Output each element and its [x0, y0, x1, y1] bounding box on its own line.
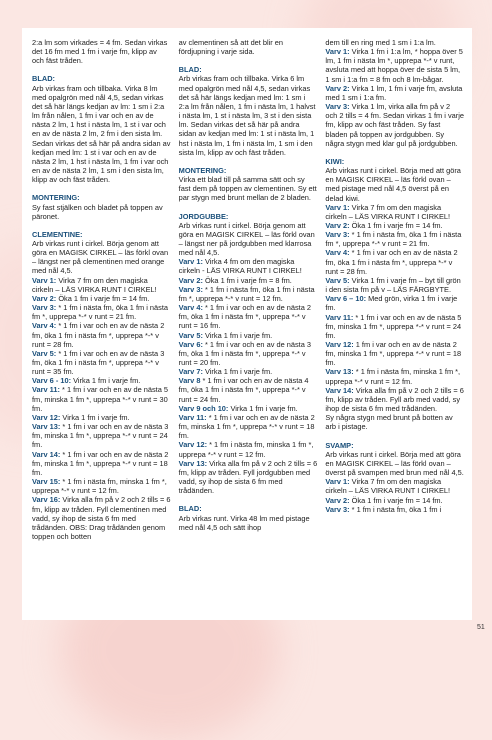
row-text: Virka 1 fm i 1:a lm, * hoppa över 5 lm, 1 fm i nästa lm *, upprepa *-* v runt, avsluta med att hoppa över de sista 5 lm, 1 sm i 1:a fm = 8 fm och 8 lm-bågar.	[325, 47, 463, 84]
row-text: Virka 1 fm i varje fm.	[204, 330, 273, 340]
instruction-row	[179, 331, 318, 340]
instruction-row	[325, 102, 464, 148]
section-heading: BLAD:	[178, 65, 202, 75]
row-label: Varv 2:	[32, 293, 57, 303]
instruction-row	[179, 404, 318, 413]
instruction-row	[32, 276, 171, 294]
row-label: Varv 11:	[178, 412, 207, 422]
instruction-row	[325, 386, 464, 413]
instruction-row	[179, 376, 318, 403]
row-text: * 1 fm i nästa fm, öka 1 fm i nästa fm *, upprepa *-* v runt = 12 fm.	[178, 284, 315, 303]
row-label: Varv 8	[178, 376, 201, 386]
row-label: Varv 2:	[178, 275, 203, 285]
row-label: Varv 1:	[325, 202, 350, 212]
body-paragraph: av clementinen så att det blir en fördjupning i varje sida.	[178, 38, 284, 57]
row-text: * 1 fm i var och en av de nästa 4 fm, öka 1 fm i nästa fm *, upprepa *-* v runt = 24 fm.	[178, 376, 309, 404]
section-heading: BLAD:	[32, 74, 55, 84]
body-paragraph: Arb virkas fram och tillbaka. Virka 8 lm med opalgrön med nål 4,5, sedan virkas det så här längs kedjan av lm: 1 sm i 2:a lm från nålen, 1 fm i var och en av de nästa 2 lm, 1 hst i nästa lm, 1 st i var och en av de nästa 2 lm, 2 fm i den sista lm. Sedan virkas det så här på andra sidan av kedjan med lm: 1 st i var och en av de nästa 2 lm, 1 hst i nästa lm, 1 fm i var och en av de nästa 2 lm, 1 sm i den sista lm, klipp av och fäst tråden.	[32, 83, 171, 185]
row-text: Virka 1 fm i varje fm.	[62, 412, 130, 422]
body-paragraph: Arb virkas fram och tillbaka. Virka 6 lm med opalgrön med nål 4,5, sedan virkas det så här längs kedjan med lm: 1 sm i 2:a lm från nålen, 1 fm i nästa lm, 1 halvst i nästa lm, 1 st i nästa lm, 3 st i den sista lm. Sedan virkas det så här på andra sidan av kedjan med lm: 1 st i nästa lm, 1 hst i nästa lm, 1 fm i nästa lm, 1 sm i den sista lm, klipp av och fäst tråden.	[178, 74, 316, 157]
instruction-row	[179, 459, 318, 496]
row-label: Varv 5:	[178, 330, 203, 340]
row-text: * 1 fm i var och en av de nästa 2 fm, minska 1 fm *, upprepa *-* v runt = 18 fm.	[178, 412, 315, 441]
row-label: Varv 2:	[325, 495, 350, 505]
instruction-row	[179, 303, 318, 330]
instruction-row	[325, 230, 464, 248]
row-label: Varv 1:	[178, 257, 203, 267]
instruction-row	[179, 440, 318, 458]
row-label: Varv 12:	[325, 340, 354, 349]
row-label: Varv 3:	[325, 504, 350, 514]
row-text: Virka 7 fm om den magiska cirkeln – LÄS VIRKA RUNT I CIRKEL!	[325, 477, 451, 496]
row-text: Virka alla fm på v 2 och 2 tills = 6 fm, klipp av tråden. Fyll jordgubben med vadd, sy ihop de sista 6 fm med trådänden.	[178, 458, 318, 496]
instruction-row	[32, 413, 171, 422]
row-label: Varv 13:	[178, 458, 208, 468]
instruction-row	[179, 367, 318, 376]
row-text: 1 fm i var och en av de nästa 2 fm, minska 1 fm *, upprepa *-* v runt = 18 fm.	[325, 340, 462, 368]
row-label: Varv 2:	[325, 83, 350, 93]
row-text: * 1 fm i var och en av de nästa 3 fm, öka 1 fm i nästa fm *, upprepa *-* v runt = 20 fm.	[178, 339, 311, 367]
body-paragraph: Arb virkas runt. Virka 48 lm med pistage med nål 4,5 och sätt ihop	[178, 513, 310, 532]
instruction-row	[32, 477, 171, 495]
row-text: Virka 7 fm om den magiska cirkeln – LÄS VIRKA RUNT I CIRKEL!	[32, 275, 157, 294]
instruction-row	[179, 285, 318, 303]
section-heading: MONTERING:	[178, 165, 227, 175]
row-label: Varv 5:	[325, 275, 350, 285]
row-label: Varv 12:	[32, 412, 61, 422]
body-paragraph: Arb virkas runt i cirkel. Börja med att göra en MAGISK CIRKEL – läs förkl ovan – överst på svampen med brun med nål 4,5.	[325, 449, 464, 478]
body-paragraph: dem till en ring med 1 sm i 1:a lm.	[325, 38, 436, 47]
row-text: * 1 fm i var och en av de nästa 2 fm, öka 1 fm i nästa fm *, upprepa *-* v runt = 16 fm.	[178, 303, 311, 331]
row-text: Virka 1 fm i varje fm – byt till grön i den sista fm på v – LÄS FÄRGBYTE.	[325, 275, 461, 295]
row-text: * 1 fm i var och en av de nästa 2 fm, öka 1 fm i nästa fm *, upprepa *-* v runt = 28 fm.	[32, 321, 165, 349]
row-text: * 1 fm i var och en av de nästa 2 fm, öka 1 fm i nästa fm *, upprepa *-* v runt = 28 fm.	[325, 248, 458, 276]
row-text: Virka 4 fm om den magiska cirkeln - LÄS VIRKA RUNT I CIRKEL!	[178, 257, 302, 276]
row-label: Varv 2:	[325, 220, 350, 230]
row-text: Öka 1 fm i varje fm = 8 fm.	[204, 275, 292, 285]
instruction-row	[179, 276, 318, 285]
instruction-row	[32, 495, 171, 541]
row-label: Varv 1:	[32, 275, 57, 285]
instruction-row	[179, 413, 318, 440]
row-label: Varv 16:	[32, 495, 61, 505]
row-label: Varv 3:	[325, 102, 350, 112]
row-label: Varv 5:	[32, 348, 57, 358]
row-label: Varv 3:	[178, 284, 203, 294]
row-text: Virka alla fm på v 2 och 2 tills = 6 fm, klipp av tråden. Fyll arb med vadd, sy ihop de sista 6 fm med trådänden.	[325, 385, 464, 414]
instruction-row	[325, 221, 464, 230]
row-text: Virka 1 fm i varje fm.	[230, 403, 298, 413]
row-text: Virka 1 lm, virka alla fm på v 2 och 2 tills = 4 fm. Sedan virkas 1 fm i varje fm, klipp av och fäst tråden. Sy fast bladen på toppen av jordgubben. Sy några stygn med klar gul på jordgubben.	[325, 102, 464, 148]
instruction-row	[325, 294, 464, 312]
instruction-row	[325, 84, 464, 102]
row-label: Varv 15:	[32, 477, 61, 487]
body-paragraph: 2:a lm som virkades = 4 fm. Sedan virkas det 16 fm med 1 fm i varje fm, klipp av och fäst tråden.	[32, 38, 168, 66]
row-label: Varv 1:	[325, 47, 350, 57]
body-paragraph: Virka ett blad till på samma sätt och sy fast dem på toppen av clementinen. Sy ett par stygn med brunt mellan de 2 bladen.	[178, 175, 317, 203]
row-text: * 1 fm i nästa fm, minska 1 fm *, upprepa *-* v runt = 12 fm.	[32, 477, 167, 496]
row-label: Varv 14:	[32, 449, 61, 459]
section-heading: KIWI:	[325, 156, 345, 166]
row-text: * 1 fm i nästa fm, minska 1 fm *, upprepa *-* v runt = 12 fm.	[325, 367, 461, 386]
row-text: Virka 1 lm, 1 fm i varje fm, avsluta med 1 sm i 1:a fm.	[325, 83, 463, 102]
section-heading: BLAD:	[178, 504, 202, 514]
page-number: 51	[477, 624, 485, 631]
instruction-row	[179, 340, 318, 367]
instruction-row	[325, 47, 464, 84]
body-paragraph: Arb virkas runt i cirkel. Börja genom att göra en MAGISK CIRKEL – läs förkl ovan – längst ner på clementinen med orange med nål 4,5.	[32, 238, 169, 276]
instruction-row	[325, 496, 464, 505]
row-label: Varv 11:	[32, 385, 60, 395]
row-text: Öka 1 fm i varje fm = 14 fm.	[351, 220, 443, 230]
page-sheet	[22, 28, 472, 620]
instruction-row	[325, 248, 464, 275]
instruction-row	[32, 321, 171, 348]
text-column-2	[179, 38, 318, 620]
text-column-1	[32, 38, 171, 620]
row-text: * 1 fm i nästa fm, öka 1 fm i nästa fm *, upprepa *-* v runt = 21 fm.	[32, 303, 168, 322]
row-text: * 1 fm i var och en av de nästa 3 fm, minska 1 fm *, upprepa *-* v runt = 24 fm.	[32, 422, 169, 450]
row-text: Öka 1 fm i varje fm = 14 fm.	[58, 293, 150, 303]
instruction-row	[325, 367, 464, 385]
row-label: Varv 3:	[32, 303, 57, 313]
section-heading: SVAMP:	[325, 440, 354, 450]
instruction-row	[325, 203, 464, 221]
row-text: * 1 fm i var och en av de nästa 5 fm, minska 1 fm *, upprepa *-* v runt = 24 fm.	[325, 312, 462, 340]
row-label: Varv 13:	[325, 367, 354, 377]
section-heading: JORDGUBBE:	[178, 211, 229, 221]
row-label: Varv 13:	[32, 422, 61, 432]
body-paragraph: Sy fast stjälken och bladet på toppen av päronet.	[32, 202, 163, 221]
row-text: * 1 fm i nästa fm, öka 1 fm i nästa fm *, upprepa *-* v runt = 21 fm.	[325, 230, 462, 249]
row-text: * 1 fm i nästa fm, öka 1 fm i	[351, 504, 442, 514]
body-paragraph: Sy några stygn med brunt på botten av arb i pistage.	[325, 413, 453, 432]
row-label: Varv 3:	[325, 230, 350, 240]
instruction-row	[325, 340, 464, 367]
row-text: Virka 1 fm i varje fm.	[204, 367, 273, 377]
row-label: Varv 14:	[325, 385, 354, 395]
row-text: * 1 fm i var och en av de nästa 3 fm, öka 1 fm i nästa fm *, upprepa *-* v runt = 35 fm.	[32, 348, 165, 377]
section-heading: MONTERING:	[32, 193, 80, 203]
row-label: Varv 9 och 10:	[178, 403, 229, 413]
instruction-row	[32, 349, 171, 376]
instruction-row	[32, 294, 171, 303]
row-label: Varv 4:	[325, 248, 350, 258]
row-label: Varv 1:	[325, 477, 350, 487]
section-heading: CLEMENTINE:	[32, 229, 83, 239]
row-text: * 1 fm i var och en av de nästa 2 fm, minska 1 fm *, upprepa *-* v runt = 18 fm.	[32, 449, 169, 477]
instruction-row	[32, 422, 171, 449]
row-text: Virka 7 fm om den magiska cirkeln – LÄS VIRKA RUNT I CIRKEL!	[325, 202, 451, 221]
body-paragraph: Arb virkas runt i cirkel. Börja med att göra en MAGISK CIRKEL – läs förkl ovan – med pistage med nål 4,5 överst på en delad kiwi.	[325, 166, 461, 203]
instruction-row	[32, 450, 171, 477]
row-text: Virka alla fm på v 2 och 2 tills = 6 fm, klipp av tråden. Fyll clementinen med vadd, sy ihop de sista 6 fm med trådänden. OBS: Drag trådänden genom toppen och botten	[32, 495, 171, 541]
instruction-row	[325, 505, 464, 514]
row-text: * 1 fm i nästa fm, minska 1 fm *, upprepa *-* v runt = 12 fm.	[178, 440, 314, 459]
row-text: Öka 1 fm i varje fm = 14 fm.	[351, 495, 443, 505]
row-text: Virka 1 fm i varje fm.	[73, 376, 141, 386]
row-text: * 1 fm i var och en av de nästa 5 fm, minska 1 fm *, upprepa *-* v runt = 30 fm.	[32, 385, 169, 413]
instruction-row	[32, 385, 171, 412]
row-label: Varv 4:	[32, 321, 57, 331]
row-label: Varv 11:	[325, 312, 354, 322]
instruction-row	[325, 313, 464, 340]
row-label: Varv 6:	[178, 339, 203, 349]
instruction-row	[32, 376, 171, 385]
text-column-3	[325, 38, 464, 620]
instruction-row	[325, 276, 464, 294]
instruction-row	[325, 477, 464, 495]
body-paragraph: Arb virkas runt i cirkel. Börja genom att göra en MAGISK CIRKEL – läs förkl ovan – längst ner på jordgubben med klarrosa med nål 4,5.	[178, 220, 315, 258]
row-label: Varv 12:	[178, 440, 208, 450]
instruction-row	[179, 257, 318, 275]
row-label: Varv 4:	[178, 303, 203, 313]
row-label: Varv 6 – 10:	[325, 294, 367, 304]
row-label: Varv 6 - 10:	[32, 376, 72, 386]
row-label: Varv 7:	[178, 367, 203, 377]
instruction-row	[32, 303, 171, 321]
row-text: Med grön, virka 1 fm i varje fm.	[325, 294, 458, 313]
